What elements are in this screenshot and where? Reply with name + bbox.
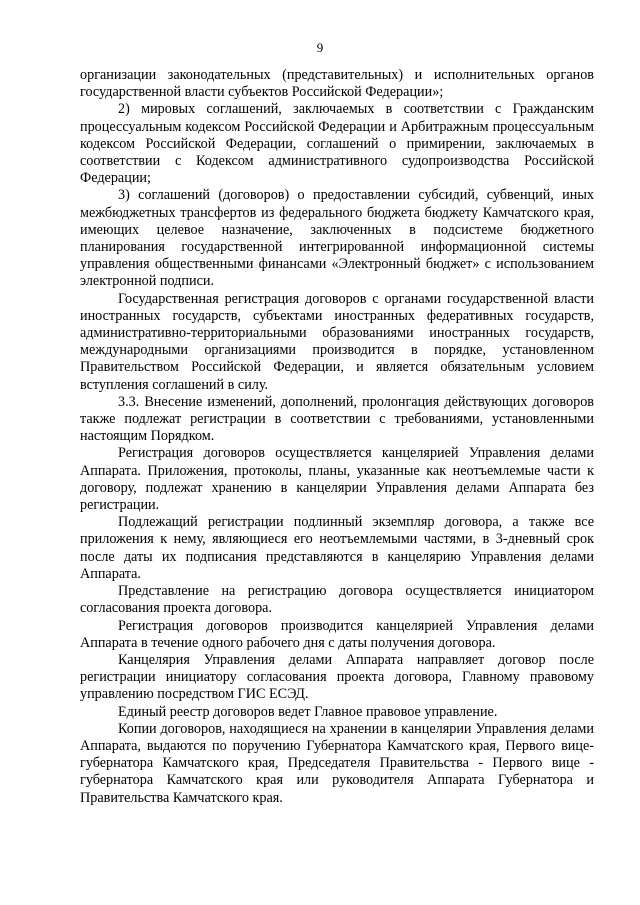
paragraph: Регистрация договоров осуществляется канцелярией Управления делами Аппарата. Приложения, протоколы, планы, указанные как неотъемлемые части к договору, подлежат хранению в канцелярии Управления делами Аппарата без регистрации. xyxy=(80,445,594,514)
paragraph: Копии договоров, находящиеся на хранении в канцелярии Управления делами Аппарата, выдаются по поручению Губернатора Камчатского края, Первого вице-губернатора Камчатского края, Председателя Правительства - Первого вице - губернатора Камчатского края или руководителя Аппарата Губернатора и Правительства Камчатского края. xyxy=(80,720,594,806)
paragraph: 2) мировых соглашений, заключаемых в соответствии с Гражданским процессуальным кодексом Российской Федерации и Арбитражным процессуальным кодексом Российской Федерации, соглашений о примирении, заключаемых в соответствии с Кодексом административного судопроизводства Российской Федерации; xyxy=(80,101,594,187)
paragraph: Представление на регистрацию договора осуществляется инициатором согласования проекта договора. xyxy=(80,583,594,617)
paragraph: Государственная регистрация договоров с органами государственной власти иностранных государств, субъектами иностранных федеративных государств, административно-территориальными образованиями иностранных государств, международными организациями производится в порядке, установленном Правительством Российской Федерации, и является обязательным условием вступления соглашений в силу. xyxy=(80,290,594,393)
paragraph: организации законодательных (представительных) и исполнительных органов государственной власти субъектов Российской Федерации»; xyxy=(80,67,594,101)
paragraph: Канцелярия Управления делами Аппарата направляет договор после регистрации инициатору согласования проекта договора, Главному правовому управлению посредством ГИС ЕСЭД. xyxy=(80,651,594,703)
document-body xyxy=(80,67,594,807)
paragraph: 3) соглашений (договоров) о предоставлении субсидий, субвенций, иных межбюджетных трансфертов из федерального бюджета бюджету Камчатского края, имеющих целевое назначение, заключенных в подсистеме бюджетного планирования государственной интегрированной информационной системы управления общественными финансами «Электронный бюджет» с использованием электронной подписи. xyxy=(80,187,594,290)
paragraph: Подлежащий регистрации подлинный экземпляр договора, а также все приложения к нему, являющиеся его неотъемлемыми частями, в 3-дневный срок после даты их подписания представляются в канцелярию Управления делами Аппарата. xyxy=(80,514,594,582)
paragraph: 3.3. Внесение изменений, дополнений, пролонгация действующих договоров также подлежат регистрации в соответствии с требованиями, установленными настоящим Порядком. xyxy=(80,393,594,445)
paragraph: Регистрация договоров производится канцелярией Управления делами Аппарата в течение одного рабочего дня с даты получения договора. xyxy=(80,617,594,651)
paragraph: Единый реестр договоров ведет Главное правовое управление. xyxy=(118,703,498,720)
page-number: 9 xyxy=(316,40,324,55)
